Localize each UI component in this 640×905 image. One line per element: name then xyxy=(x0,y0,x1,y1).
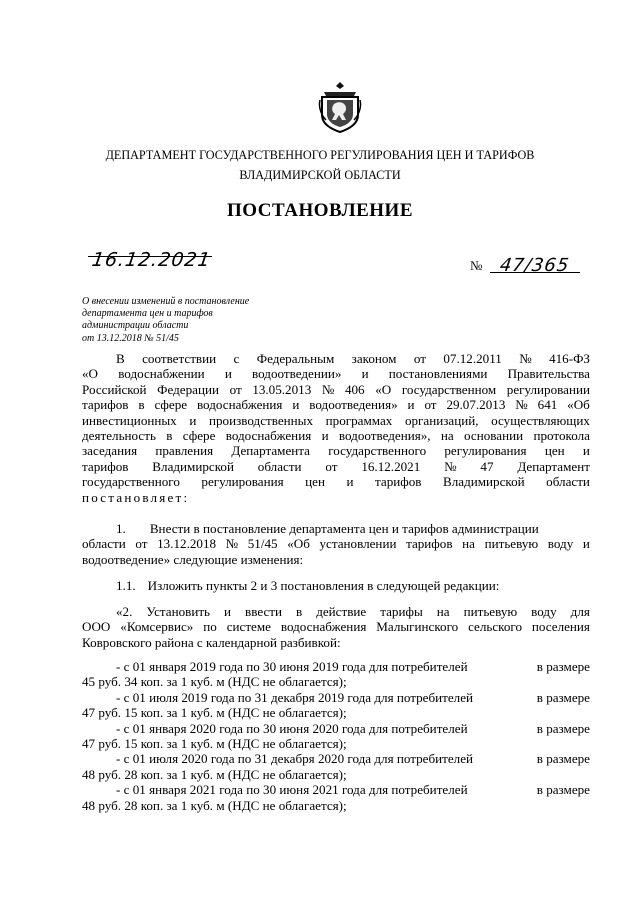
tariff-list xyxy=(82,659,590,813)
word: регулировании xyxy=(506,381,590,397)
word: 416-ФЗ xyxy=(549,351,590,366)
preamble-paragraph xyxy=(82,351,590,505)
word: ввести xyxy=(245,604,282,619)
word: Российской xyxy=(82,381,147,397)
word: «Об xyxy=(567,397,590,413)
word: тарифы xyxy=(380,604,423,619)
word: 51/45 xyxy=(247,536,278,552)
item-1-line xyxy=(82,521,590,536)
word: тарифов xyxy=(406,536,453,552)
word: области xyxy=(257,458,302,474)
word: № xyxy=(515,397,528,413)
word: с xyxy=(233,351,240,366)
item-1-line xyxy=(82,536,590,551)
word: сфере xyxy=(182,428,216,444)
word: и xyxy=(407,397,415,413)
word: - с 01 января 2019 года по 30 июня 2019 года для потребителей xyxy=(116,659,468,674)
word: цен xyxy=(305,474,325,490)
word: водоотведении» xyxy=(252,366,342,382)
item-number: 1.1. xyxy=(116,578,136,593)
word: Федеральным xyxy=(256,351,335,366)
word: области xyxy=(546,474,590,490)
word: 13.05.2013 xyxy=(252,381,312,397)
word: «О xyxy=(375,381,392,397)
word: - с 01 июля 2019 года по 31 декабря 2019 года для потребителей xyxy=(116,689,474,705)
word: «Комсервис» xyxy=(120,619,194,635)
document-title: ПОСТАНОВЛЕНИЕ xyxy=(226,200,414,221)
item-2-line: Ковровского района с календарной разбивкой: xyxy=(82,634,341,650)
word: Департамента xyxy=(231,443,310,459)
word: соответствии xyxy=(142,351,217,366)
word: и xyxy=(224,366,232,382)
word: в xyxy=(166,428,173,444)
word: в xyxy=(296,604,303,619)
word: регулирования xyxy=(444,443,527,459)
word: В xyxy=(116,351,125,366)
word: 641 xyxy=(537,397,558,413)
word: и xyxy=(189,412,197,428)
word: 29.07.2013 xyxy=(446,397,506,413)
word: 13.12.2018 xyxy=(157,536,217,552)
word: водоснабжения xyxy=(225,428,312,444)
preamble-line xyxy=(82,397,590,412)
word: Малыгинского xyxy=(376,619,459,635)
word: деятельность xyxy=(82,428,156,444)
tariff-period-line xyxy=(82,782,590,797)
word: тарифов xyxy=(375,474,422,490)
word: государственного xyxy=(82,474,180,490)
tariff-period-line xyxy=(82,659,590,674)
word: водоотведения», xyxy=(338,428,431,444)
item-text: Внести в постановление департамента цен и тарифов администрации xyxy=(149,521,539,536)
word: осуществляющих xyxy=(491,412,590,428)
handwritten-number: 47/365 xyxy=(498,255,571,276)
tariff-period-line xyxy=(82,751,590,766)
word: производственных xyxy=(209,412,314,428)
word: по xyxy=(203,619,217,635)
word: Департамент xyxy=(517,458,590,474)
word: от xyxy=(229,381,242,397)
word: протокола xyxy=(533,428,590,444)
word: - с 01 января 2021 года по 30 июня 2021 года для потребителей xyxy=(116,782,468,798)
word: «О xyxy=(82,366,99,382)
word: водоотведения» xyxy=(309,397,398,413)
word: области xyxy=(82,536,126,552)
word: основании xyxy=(464,428,524,444)
preamble-line xyxy=(82,351,590,366)
word: государственном xyxy=(401,381,497,397)
word: воду xyxy=(547,536,574,552)
word: и xyxy=(582,443,590,459)
word: Владимирской xyxy=(152,458,234,474)
preamble-line xyxy=(82,459,590,474)
word: в размере xyxy=(536,689,590,705)
word: от xyxy=(135,536,148,552)
subject-block xyxy=(82,296,249,345)
item-text: Изложить пункты 2 и 3 постановления в следующей редакции: xyxy=(147,578,500,593)
handwritten-date: 16.12.2021 xyxy=(90,249,213,271)
item-2-line xyxy=(82,619,590,634)
subject-line: департамента цен и тарифов xyxy=(82,308,213,320)
preamble-line xyxy=(82,382,590,397)
word: установлении xyxy=(319,536,397,552)
item-1-1-line xyxy=(82,578,590,593)
word: для xyxy=(570,604,590,619)
word: организаций, xyxy=(404,412,479,428)
word: - с 01 января 2020 года по 30 июня 2020 года для потребителей xyxy=(116,720,468,736)
word: инвестиционных xyxy=(82,412,177,428)
word: сфере xyxy=(154,397,188,413)
word: на xyxy=(436,604,450,619)
preamble-line xyxy=(82,366,590,381)
tariff-price-line: 47 руб. 15 коп. за 1 куб. м (НДС не облагается); xyxy=(82,705,347,721)
preamble-line xyxy=(82,474,590,489)
word: «Об xyxy=(287,536,310,552)
subject-line: О внесении изменений в постановление xyxy=(82,296,250,307)
word: водоснабжения xyxy=(280,619,367,635)
department-name-line-2: ВЛАДИМИРСКОЙ ОБЛАСТИ xyxy=(239,168,401,182)
word: Федерации xyxy=(157,381,219,397)
tariff-period-line xyxy=(82,721,590,736)
department-name-line-1: ДЕПАРТАМЕНТ ГОСУДАРСТВЕННОГО РЕГУЛИРОВАНИЯ ЦЕН И ТАРИФОВ xyxy=(105,148,535,162)
word: 07.12.2011 xyxy=(443,351,502,366)
word: постановлениями xyxy=(388,366,488,382)
word: Установить xyxy=(146,604,211,619)
word: на xyxy=(462,536,475,552)
word: 16.12.2021 xyxy=(361,458,421,474)
word: цен xyxy=(544,443,565,459)
tariff-price-line: 45 руб. 34 коп. за 1 куб. м (НДС не облагается); xyxy=(82,674,347,690)
preamble-line xyxy=(82,413,590,428)
word: питьевую xyxy=(463,604,518,619)
word: государственного xyxy=(328,443,427,459)
preamble-line xyxy=(82,428,590,443)
preamble-line xyxy=(82,443,590,458)
word: № xyxy=(321,381,335,397)
word: 47 xyxy=(480,458,494,474)
word: заседания xyxy=(82,443,138,459)
word: № xyxy=(225,536,239,552)
word: от xyxy=(424,397,437,413)
word: ООО xyxy=(82,619,111,635)
word: программах xyxy=(325,412,393,428)
item-number: 1. xyxy=(116,521,126,536)
number-sign: № xyxy=(470,258,483,273)
word: тарифов xyxy=(82,397,129,413)
item-1-line: водоотведение» следующие изменения: xyxy=(82,551,304,567)
word: № xyxy=(444,458,457,474)
word: Владимирской xyxy=(443,474,525,490)
word: в размере xyxy=(536,782,590,798)
word: и xyxy=(321,428,329,444)
word: законом xyxy=(351,351,397,366)
word: действие xyxy=(316,604,367,619)
word: тарифов xyxy=(82,458,129,474)
word: регулирования xyxy=(201,474,284,490)
word: в размере xyxy=(536,751,590,767)
word: и xyxy=(582,536,590,552)
word: поселения xyxy=(531,619,590,635)
word: 406 xyxy=(344,381,365,397)
subject-line: от 13.12.2018 № 51/45 xyxy=(82,332,179,344)
item-1-1-paragraph xyxy=(82,578,590,593)
word: водоснабжения xyxy=(196,397,283,413)
tariff-period-line xyxy=(82,690,590,705)
word: сельского xyxy=(468,619,523,635)
word: правления xyxy=(155,443,214,459)
word: и xyxy=(346,474,354,490)
word: питьевую xyxy=(484,536,539,552)
item-2-line xyxy=(82,604,590,619)
word: в xyxy=(138,397,145,413)
subject-line: администрации области xyxy=(82,320,189,332)
word: воду xyxy=(531,604,557,619)
item-1-paragraph xyxy=(82,521,590,567)
word: в размере xyxy=(536,720,590,736)
word: Правительства xyxy=(507,366,590,382)
word: «2. xyxy=(116,604,133,619)
word: в размере xyxy=(536,659,590,674)
word: системе xyxy=(226,619,271,635)
decree-word: постановляет: xyxy=(82,489,190,505)
tariff-price-line: 47 руб. 15 коп. за 1 куб. м (НДС не облагается); xyxy=(82,736,347,752)
word: № xyxy=(519,351,532,366)
tariff-price-line: 48 руб. 28 коп. за 1 куб. м (НДС не облагается); xyxy=(82,766,347,782)
word: от xyxy=(413,351,426,366)
coat-of-arms-emblem xyxy=(318,80,362,134)
item-2-paragraph xyxy=(82,604,590,650)
word: - с 01 июля 2020 года по 31 декабря 2020 года для потребителей xyxy=(116,751,474,767)
word: и xyxy=(292,397,300,413)
word: и xyxy=(224,604,232,619)
word: и xyxy=(361,366,369,382)
word: на xyxy=(440,428,454,444)
tariff-price-line: 48 руб. 28 коп. за 1 куб. м (НДС не облагается); xyxy=(82,797,347,813)
word: водоснабжении xyxy=(118,366,205,382)
word: от xyxy=(325,458,338,474)
